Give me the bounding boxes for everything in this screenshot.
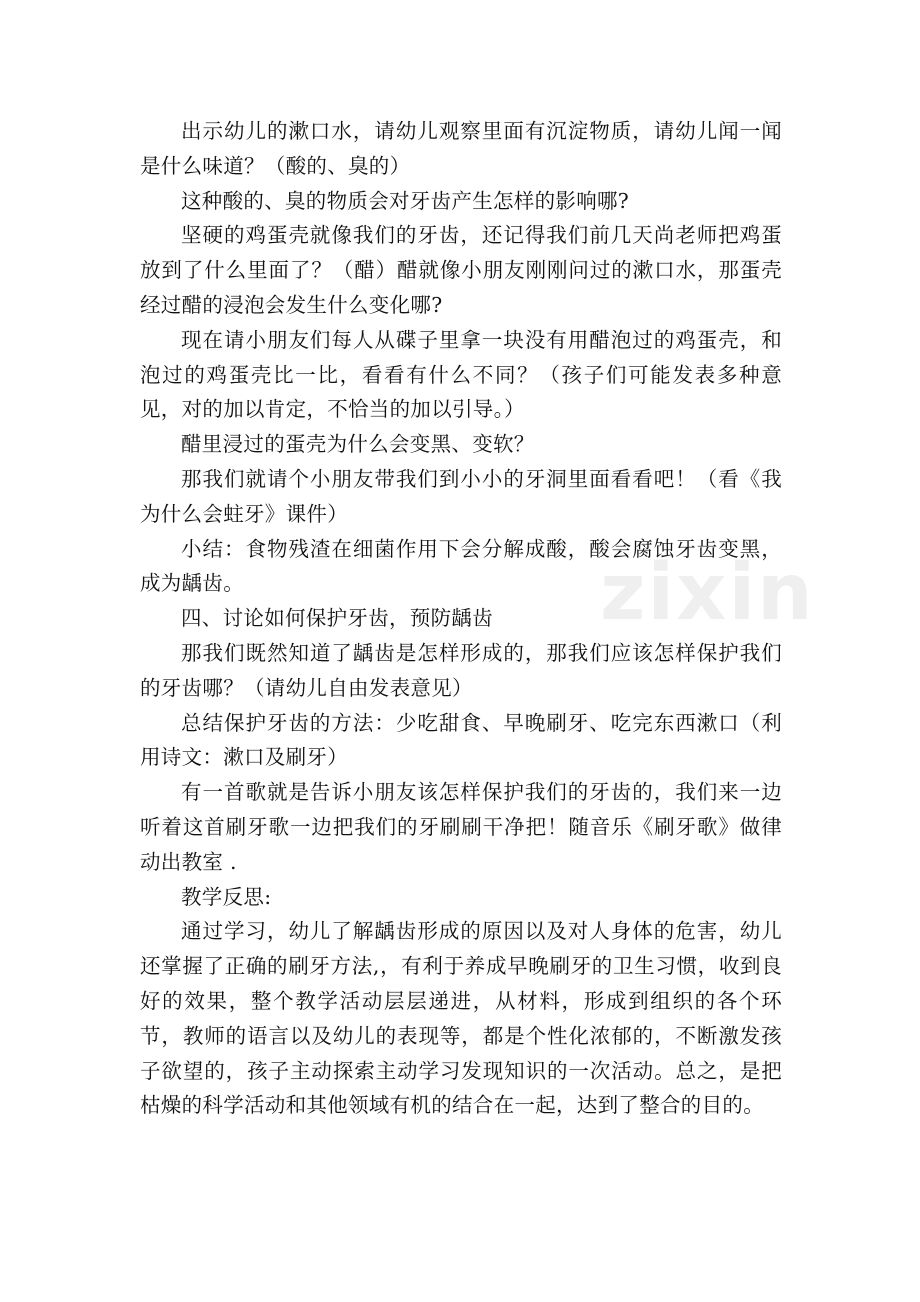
watermark-logo: zixin <box>600 548 815 638</box>
paragraph-compare-eggshells: 现在请小朋友们每人从碟子里拿一块没有用醋泡过的鸡蛋壳，和泡过的鸡蛋壳比一比，看看有什么不同？（孩子们可能发表多种意见，对的加以肯定，不恰当的加以引导。） <box>140 327 782 422</box>
paragraph-summary: 小结：食物残渣在细菌作用下会分解成酸，酸会腐蚀牙齿变黑，成为龋齿。 <box>140 536 782 596</box>
paragraph-question-effect: 这种酸的、臭的物质会对牙齿产生怎样的影响哪? <box>181 188 630 213</box>
paragraph-how-protect: 那我们既然知道了龋齿是怎样形成的，那我们应该怎样保护我们的牙齿哪？（请幼儿自由发表意见） <box>140 640 782 700</box>
section-heading-discussion: 四、讨论如何保护牙齿，预防龋齿 <box>181 606 493 631</box>
paragraph-observe-mouthwash: 出示幼儿的漱口水，请幼儿观察里面有沉淀物质，请幼儿闻一闻是什么味道？（酸的、臭的） <box>140 119 782 178</box>
paragraph-watch-courseware: 那我们就请个小朋友带我们到小小的牙洞里面看看吧！（看《我为什么会蛀牙》课件） <box>140 466 782 526</box>
section-heading-reflection: 教学反思: <box>181 884 272 909</box>
paragraph-question-black-soft: 醋里浸过的蛋壳为什么会变黑、变软？ <box>181 432 535 457</box>
paragraph-reflection-body: 通过学习，幼儿了解龋齿形成的原因以及对人身体的危害，幼儿还掌握了正确的刷牙方法,，有利于养成早晚刷牙的卫生习惯，收到良好的效果，整个教学活动层层递进，从材料，形成到组织的各个环节，教师的语言以及幼儿的表现等，都是个性化浓郁的，不断激发孩子欲望的，孩子主动探索主动学习发现知识的一次活动。总之，是把枯燥的科学活动和其他领域有机的结合在一起，达到了整合的目的。 <box>140 919 782 1118</box>
paragraph-song-activity: 有一首歌就是告诉小朋友该怎样保护我们的牙齿的，我们来一边听着这首刷牙歌一边把我们的牙刷刷干净把！随音乐《刷牙歌》做律动出教室 . <box>140 780 782 874</box>
paragraph-protection-methods: 总结保护牙齿的方法：少吃甜食、早晚刷牙、吃完东西漱口（利用诗文：漱口及刷牙） <box>140 710 782 770</box>
document-body <box>140 114 782 1123</box>
paragraph-eggshell-vinegar: 坚硬的鸡蛋壳就像我们的牙齿，还记得我们前几天尚老师把鸡蛋放到了什么里面了？（醋）醋就像小朋友刚刚问过的漱口水，那蛋壳经过醋的浸泡会发生什么变化哪? <box>140 223 782 317</box>
